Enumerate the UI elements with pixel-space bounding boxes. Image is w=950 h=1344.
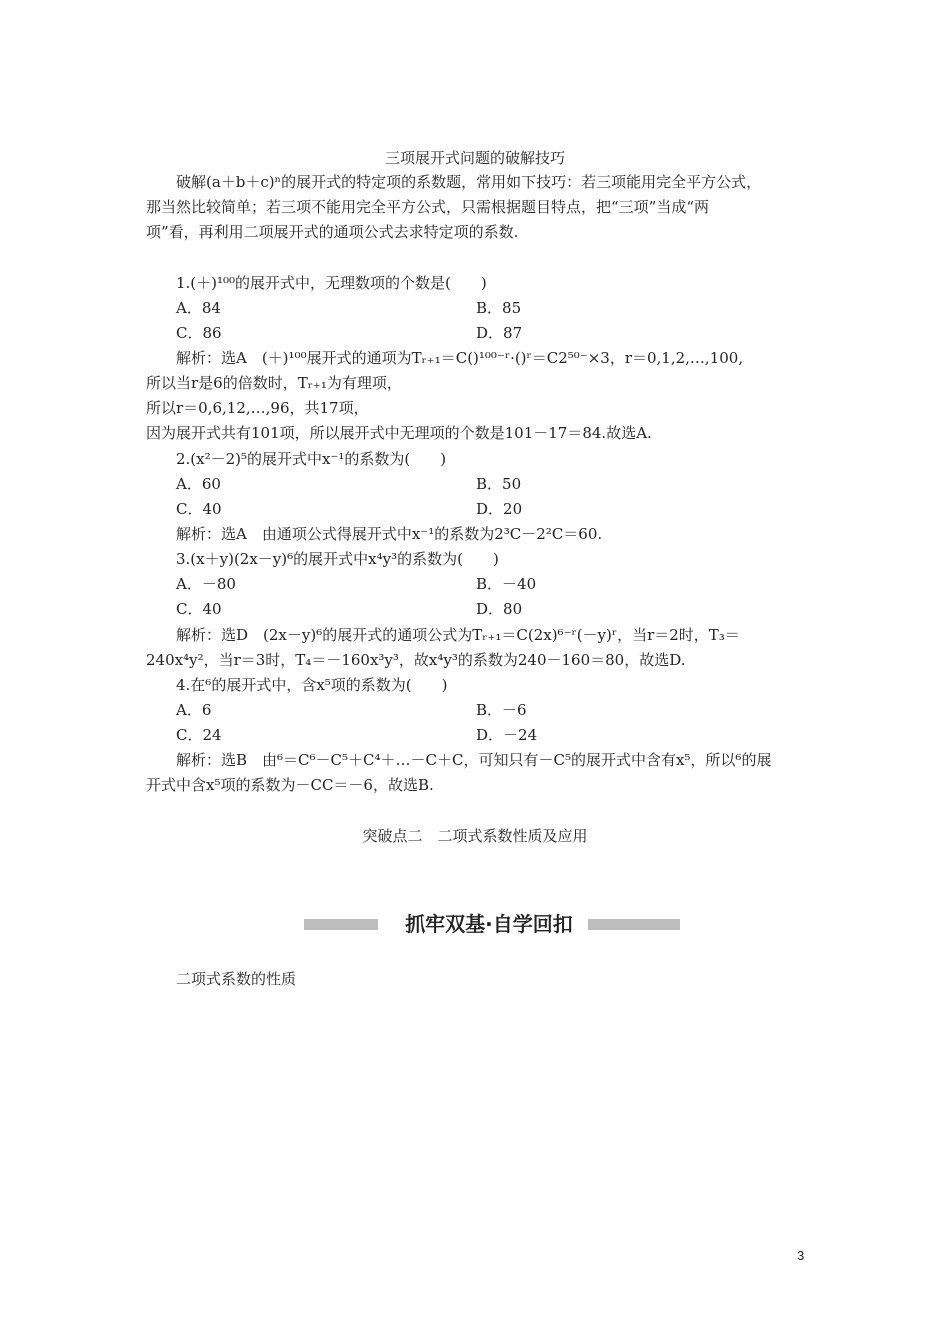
problem-1-solution-1: 解析：选A (＋)¹⁰⁰展开式的通项为Tᵣ₊₁＝C()¹⁰⁰⁻ʳ·()ʳ＝C2⁵⁰⁻×3，r＝0,1,2,…,100,: [176, 349, 744, 367]
problem-1-solution-2: 所以当r是6的倍数时，Tᵣ₊₁为有理项，: [146, 374, 402, 392]
problem-3-option-d: D．80: [476, 600, 523, 618]
problem-1-solution-4: 因为展开式共有101项，所以展开式中无理项的个数是101－17＝84.故选A.: [146, 424, 652, 442]
intro-line-3: 项”看，再利用二项展开式的通项公式去求特定项的系数.: [146, 223, 519, 241]
section-2-title: 突破点二 二项式系数性质及应用: [362, 827, 588, 845]
banner-left-bar: [304, 919, 378, 930]
problem-4-option-a: A．6: [176, 701, 212, 719]
problem-1-option-c: C．86: [176, 324, 222, 342]
problem-2-option-a: A．60: [176, 475, 221, 493]
problem-3-option-a: A．－80: [176, 575, 236, 593]
banner-text: 抓牢双基·自学回扣: [405, 912, 573, 936]
banner-right-bar: [588, 919, 680, 930]
problem-1-option-b: B．85: [476, 299, 522, 317]
problem-2-option-d: D．20: [476, 500, 523, 518]
problem-1-solution-3: 所以r＝0,6,12,…,96，共17项，: [146, 399, 369, 417]
section-banner: [304, 910, 680, 938]
intro-line-2: 那当然比较简单；若三项不能用完全平方公式，只需根据题目特点，把“三项”当成“两: [146, 198, 710, 216]
problem-3-solution-1: 解析：选D (2x－y)⁶的展开式的通项公式为Tᵣ₊₁＝C(2x)⁶⁻ʳ(－y)ʳ，当r＝2时，T₃＝: [176, 626, 740, 644]
problem-4-question: 4.在⁶的展开式中，含x⁵项的系数为( ): [176, 676, 448, 694]
problem-2-solution-1: 解析：选A 由通项公式得展开式中x⁻¹的系数为2³C－2²C＝60.: [176, 525, 603, 543]
problem-4-option-b: B．－6: [476, 701, 527, 719]
problem-3-solution-2: 240x⁴y²，当r＝3时，T₄＝－160x³y³，故x⁴y³的系数为240－160＝80，故选D.: [146, 651, 686, 669]
problem-1-option-d: D．87: [476, 324, 523, 342]
problem-4-solution-2: 开式中含x⁵项的系数为－CC＝－6，故选B.: [146, 776, 434, 794]
page-number: 3: [797, 1248, 805, 1263]
problem-1-option-a: A．84: [176, 299, 221, 317]
problem-4-option-c: C．24: [176, 726, 222, 744]
problem-3-question: 3.(x＋y)(2x－y)⁶的展开式中x⁴y³的系数为( ): [176, 550, 499, 568]
problem-3-option-b: B．－40: [476, 575, 537, 593]
problem-2-question: 2.(x²－2)⁵的展开式中x⁻¹的系数为( ): [176, 450, 447, 468]
problem-4-option-d: D．－24: [476, 726, 538, 744]
section-title: 三项展开式问题的破解技巧: [384, 149, 565, 167]
problem-3-option-c: C．40: [176, 600, 222, 618]
problem-1-question: 1.(＋)¹⁰⁰的展开式中，无理数项的个数是( ): [176, 274, 487, 292]
problem-2-option-c: C．40: [176, 500, 222, 518]
problem-2-option-b: B．50: [476, 475, 522, 493]
problem-4-solution-1: 解析：选B 由⁶＝C⁶－C⁵＋C⁴＋…－C＋C，可知只有－C⁵的展开式中含有x⁵，所以⁶的展: [176, 751, 772, 769]
intro-line-1: 破解(a＋b＋c)ⁿ的展开式的特定项的系数题，常用如下技巧：若三项能用完全平方公式，: [176, 173, 762, 191]
subheading: 二项式系数的性质: [176, 970, 297, 988]
